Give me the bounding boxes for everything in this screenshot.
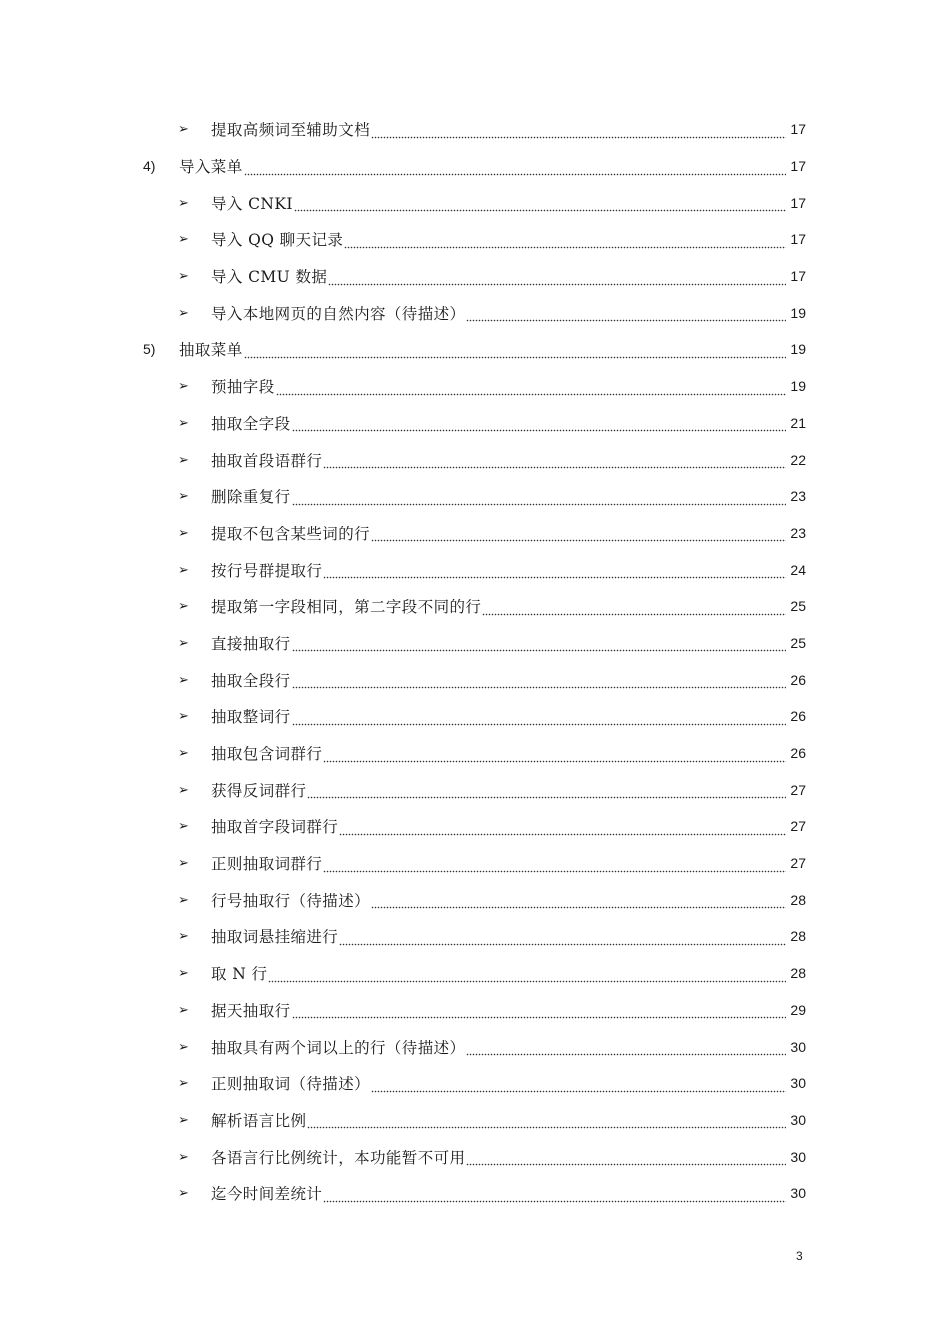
arrow-bullet-icon: ➢ xyxy=(178,1075,189,1091)
toc-entry-title[interactable]: 按行号群提取行 xyxy=(211,561,323,580)
section-number: 5) xyxy=(143,341,156,358)
arrow-bullet-icon: ➢ xyxy=(178,855,189,871)
table-of-contents xyxy=(0,111,950,1212)
dot-leader xyxy=(323,564,786,579)
toc-entry-page-number[interactable]: 27 xyxy=(790,781,806,798)
toc-subentry[interactable] xyxy=(0,918,950,955)
toc-subentry[interactable] xyxy=(0,588,950,625)
toc-entry-title[interactable]: 行号抽取行（待描述） xyxy=(211,891,371,910)
toc-entry-page-number[interactable]: 24 xyxy=(790,561,806,578)
arrow-bullet-icon: ➢ xyxy=(178,708,189,724)
toc-entry-title[interactable]: 直接抽取行 xyxy=(211,634,291,653)
toc-entry-page-number[interactable]: 30 xyxy=(790,1111,806,1128)
toc-subentry[interactable] xyxy=(0,1175,950,1212)
section-number: 4) xyxy=(143,158,156,175)
toc-entry-page-number[interactable]: 26 xyxy=(790,745,806,762)
arrow-bullet-icon: ➢ xyxy=(178,965,189,981)
toc-entry-title[interactable]: 抽取首段语群行 xyxy=(211,451,323,470)
toc-entry-title[interactable]: 抽取包含词群行 xyxy=(211,745,323,764)
toc-entry-title[interactable]: 抽取全字段 xyxy=(211,414,291,433)
dot-leader xyxy=(339,821,786,836)
arrow-bullet-icon: ➢ xyxy=(178,1001,189,1017)
toc-entry-title[interactable]: 导入 QQ 聊天记录 xyxy=(211,231,344,250)
dot-leader xyxy=(328,271,786,286)
footer-page-number: 3 xyxy=(796,1249,803,1263)
arrow-bullet-icon: ➢ xyxy=(178,414,189,430)
arrow-bullet-icon: ➢ xyxy=(178,488,189,504)
dot-leader xyxy=(482,601,786,616)
toc-entry-page-number[interactable]: 21 xyxy=(790,414,806,431)
toc-entry-page-number[interactable]: 23 xyxy=(790,488,806,505)
toc-subentry[interactable] xyxy=(0,258,950,295)
toc-entry-page-number[interactable]: 27 xyxy=(790,855,806,872)
toc-entry-title[interactable]: 据天抽取行 xyxy=(211,1001,291,1020)
arrow-bullet-icon: ➢ xyxy=(178,671,189,687)
toc-entry-page-number[interactable]: 19 xyxy=(790,304,806,321)
toc-entry-page-number[interactable]: 25 xyxy=(790,634,806,651)
toc-entry-page-number[interactable]: 30 xyxy=(790,1185,806,1202)
toc-entry-page-number[interactable]: 26 xyxy=(790,671,806,688)
toc-subentry[interactable] xyxy=(0,478,950,515)
toc-entry-page-number[interactable]: 27 xyxy=(790,818,806,835)
toc-entry-page-number[interactable]: 30 xyxy=(790,1075,806,1092)
toc-entry-title[interactable]: 获得反词群行 xyxy=(211,781,307,800)
arrow-bullet-icon: ➢ xyxy=(178,891,189,907)
arrow-bullet-icon: ➢ xyxy=(178,268,189,284)
dot-leader xyxy=(466,1041,786,1056)
dot-leader xyxy=(371,527,786,542)
toc-subentry[interactable] xyxy=(0,441,950,478)
toc-subentry[interactable] xyxy=(0,1065,950,1102)
dot-leader xyxy=(323,858,786,873)
toc-entry-page-number[interactable]: 23 xyxy=(790,524,806,541)
toc-entry-title[interactable]: 预抽字段 xyxy=(211,378,275,397)
toc-entry-title[interactable]: 取 N 行 xyxy=(211,965,268,984)
toc-entry-title[interactable]: 抽取词悬挂缩进行 xyxy=(211,928,339,947)
toc-entry-title[interactable]: 正则抽取词群行 xyxy=(211,855,323,874)
arrow-bullet-icon: ➢ xyxy=(178,451,189,467)
toc-entry-page-number[interactable]: 28 xyxy=(790,891,806,908)
dot-leader xyxy=(371,894,786,909)
toc-entry-title[interactable]: 导入 CNKI xyxy=(211,194,293,213)
toc-subentry[interactable] xyxy=(0,881,950,918)
toc-entry-title[interactable]: 提取不包含某些词的行 xyxy=(211,524,371,543)
toc-subentry[interactable] xyxy=(0,405,950,442)
toc-entry-page-number[interactable]: 25 xyxy=(790,598,806,615)
toc-entry-page-number[interactable]: 17 xyxy=(790,194,806,211)
toc-entry-page-number[interactable]: 19 xyxy=(790,341,806,358)
dot-leader xyxy=(294,197,786,212)
dot-leader xyxy=(292,637,786,652)
dot-leader xyxy=(466,1151,786,1166)
toc-entry-title[interactable]: 迄今时间差统计 xyxy=(211,1185,323,1204)
dot-leader xyxy=(371,124,786,139)
toc-entry-page-number[interactable]: 17 xyxy=(790,121,806,138)
dot-leader xyxy=(276,381,786,396)
toc-subentry[interactable] xyxy=(0,808,950,845)
toc-subentry[interactable] xyxy=(0,955,950,992)
toc-subentry[interactable] xyxy=(0,625,950,662)
toc-entry-page-number[interactable]: 26 xyxy=(790,708,806,725)
arrow-bullet-icon: ➢ xyxy=(178,928,189,944)
toc-subentry[interactable] xyxy=(0,771,950,808)
arrow-bullet-icon: ➢ xyxy=(178,561,189,577)
toc-entry-title[interactable]: 抽取全段行 xyxy=(211,671,291,690)
toc-entry-page-number[interactable]: 22 xyxy=(790,451,806,468)
toc-entry-page-number[interactable]: 30 xyxy=(790,1038,806,1055)
toc-entry-title[interactable]: 导入菜单 xyxy=(179,158,243,177)
toc-entry-title[interactable]: 正则抽取词（待描述） xyxy=(211,1075,371,1094)
toc-subentry[interactable] xyxy=(0,735,950,772)
arrow-bullet-icon: ➢ xyxy=(178,1038,189,1054)
dot-leader xyxy=(307,1114,786,1129)
arrow-bullet-icon: ➢ xyxy=(178,1148,189,1164)
toc-subentry[interactable] xyxy=(0,1102,950,1139)
toc-entry-page-number[interactable]: 17 xyxy=(790,231,806,248)
toc-entry-title[interactable]: 解析语言比例 xyxy=(211,1111,307,1130)
dot-leader xyxy=(323,748,786,763)
toc-subentry[interactable] xyxy=(0,1138,950,1175)
toc-subentry[interactable] xyxy=(0,515,950,552)
toc-entry-page-number[interactable]: 29 xyxy=(790,1001,806,1018)
arrow-bullet-icon: ➢ xyxy=(178,378,189,394)
dot-leader xyxy=(292,1004,786,1019)
toc-entry-page-number[interactable]: 28 xyxy=(790,965,806,982)
toc-subentry[interactable] xyxy=(0,221,950,258)
toc-subentry[interactable] xyxy=(0,661,950,698)
toc-entry-title[interactable]: 抽取首字段词群行 xyxy=(211,818,339,837)
arrow-bullet-icon: ➢ xyxy=(178,1111,189,1127)
toc-entry-title[interactable]: 抽取具有两个词以上的行（待描述） xyxy=(211,1038,466,1057)
toc-entry-title[interactable]: 删除重复行 xyxy=(211,488,291,507)
dot-leader xyxy=(244,161,786,176)
toc-subentry[interactable] xyxy=(0,294,950,331)
toc-subentry[interactable] xyxy=(0,184,950,221)
toc-entry-page-number[interactable]: 28 xyxy=(790,928,806,945)
dot-leader xyxy=(371,1078,786,1093)
dot-leader xyxy=(339,931,786,946)
arrow-bullet-icon: ➢ xyxy=(178,598,189,614)
toc-entry-title[interactable]: 提取第一字段相同，第二字段不同的行 xyxy=(211,598,482,617)
arrow-bullet-icon: ➢ xyxy=(178,745,189,761)
arrow-bullet-icon: ➢ xyxy=(178,634,189,650)
toc-entry-title[interactable]: 导入本地网页的自然内容（待描述） xyxy=(211,304,466,323)
toc-section-entry[interactable] xyxy=(0,331,950,368)
toc-entry-title[interactable]: 各语言行比例统计，本功能暂不可用 xyxy=(211,1148,466,1167)
dot-leader xyxy=(244,344,786,359)
dot-leader xyxy=(292,674,786,689)
arrow-bullet-icon: ➢ xyxy=(178,781,189,797)
toc-entry-page-number[interactable]: 17 xyxy=(790,268,806,285)
toc-subentry[interactable] xyxy=(0,992,950,1029)
toc-subentry[interactable] xyxy=(0,698,950,735)
toc-subentry[interactable] xyxy=(0,368,950,405)
toc-section-entry[interactable] xyxy=(0,148,950,185)
dot-leader xyxy=(466,307,786,322)
arrow-bullet-icon: ➢ xyxy=(178,818,189,834)
dot-leader xyxy=(292,491,786,506)
arrow-bullet-icon: ➢ xyxy=(178,121,189,137)
toc-subentry[interactable] xyxy=(0,111,950,148)
dot-leader xyxy=(268,968,786,983)
toc-subentry[interactable] xyxy=(0,845,950,882)
toc-entry-page-number[interactable]: 19 xyxy=(790,378,806,395)
toc-subentry[interactable] xyxy=(0,1028,950,1065)
dot-leader xyxy=(307,784,786,799)
toc-subentry[interactable] xyxy=(0,551,950,588)
arrow-bullet-icon: ➢ xyxy=(178,304,189,320)
arrow-bullet-icon: ➢ xyxy=(178,524,189,540)
dot-leader xyxy=(292,417,786,432)
dot-leader xyxy=(323,454,786,469)
toc-entry-title[interactable]: 提取高频词至辅助文档 xyxy=(211,121,371,140)
arrow-bullet-icon: ➢ xyxy=(178,231,189,247)
arrow-bullet-icon: ➢ xyxy=(178,194,189,210)
toc-entry-page-number[interactable]: 30 xyxy=(790,1148,806,1165)
toc-entry-title[interactable]: 抽取整词行 xyxy=(211,708,291,727)
arrow-bullet-icon: ➢ xyxy=(178,1185,189,1201)
dot-leader xyxy=(323,1188,786,1203)
dot-leader xyxy=(344,234,786,249)
dot-leader xyxy=(292,711,786,726)
toc-entry-page-number[interactable]: 17 xyxy=(790,158,806,175)
toc-entry-title[interactable]: 抽取菜单 xyxy=(179,341,243,360)
toc-entry-title[interactable]: 导入 CMU 数据 xyxy=(211,268,328,287)
